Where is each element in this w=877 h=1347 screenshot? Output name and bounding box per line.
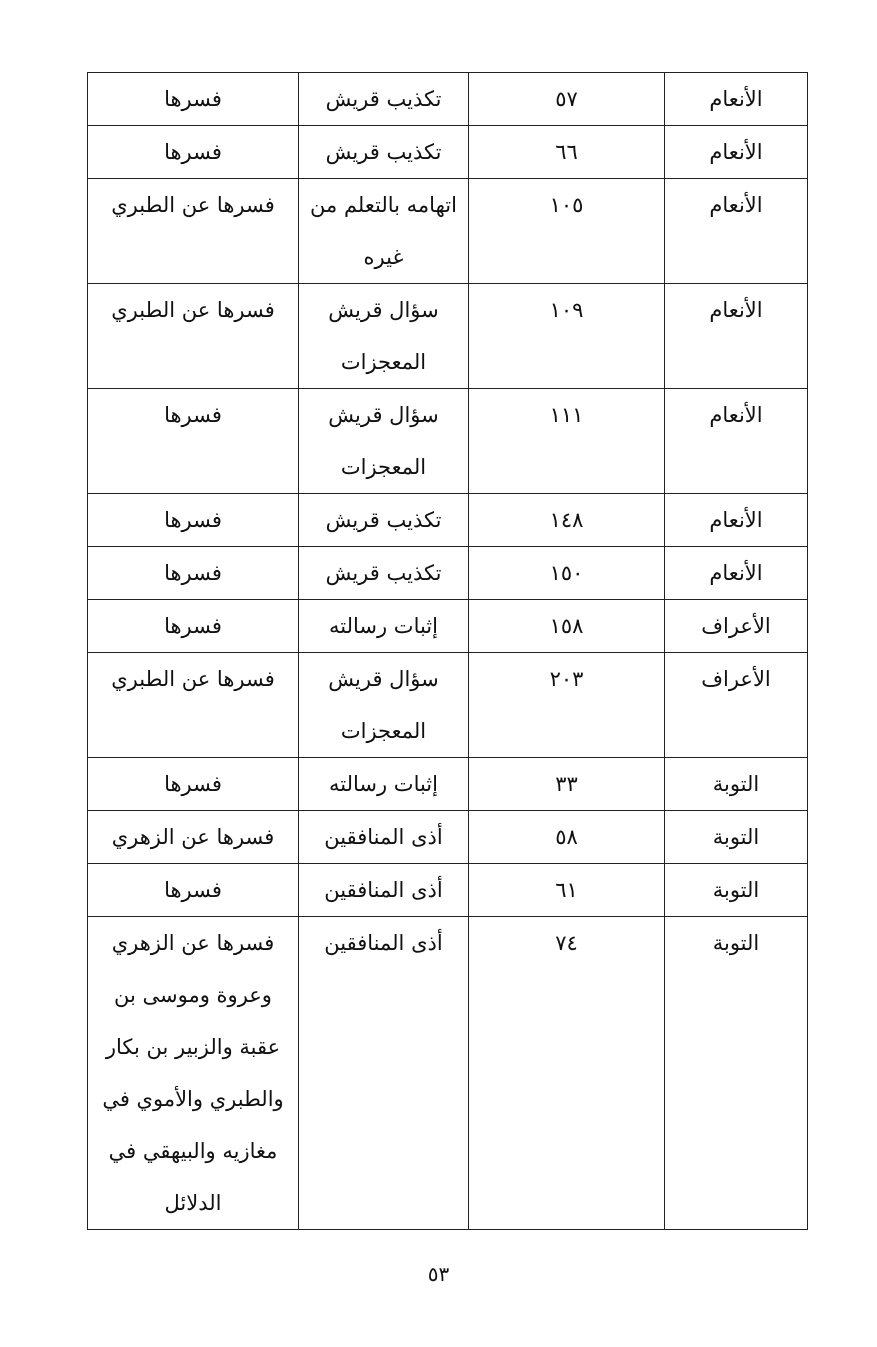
table-row bbox=[88, 547, 808, 600]
topic-cell: تكذيب قريش bbox=[299, 547, 469, 600]
verse-number-cell: ١٥٠ bbox=[469, 547, 665, 600]
surah-cell: الأعراف bbox=[665, 653, 808, 758]
table-row bbox=[88, 758, 808, 811]
topic-cell: سؤال قريش المعجزات bbox=[299, 284, 469, 389]
note-cell: فسرها عن الزهري وعروة وموسى بن عقبة والزبير بن بكار والطبري والأموي في مغازيه والبيهقي في الدلائل bbox=[88, 917, 299, 1230]
surah-cell: التوبة bbox=[665, 864, 808, 917]
topic-cell: سؤال قريش المعجزات bbox=[299, 389, 469, 494]
verse-number-cell: ٦٦ bbox=[469, 126, 665, 179]
note-cell: فسرها عن الطبري bbox=[88, 179, 299, 284]
verses-table-body bbox=[88, 73, 808, 1230]
verse-number-cell: ٣٣ bbox=[469, 758, 665, 811]
topic-cell: سؤال قريش المعجزات bbox=[299, 653, 469, 758]
table-row bbox=[88, 653, 808, 758]
table-row bbox=[88, 811, 808, 864]
surah-cell: الأنعام bbox=[665, 389, 808, 494]
verse-number-cell: ٥٧ bbox=[469, 73, 665, 126]
verse-number-cell: ١١١ bbox=[469, 389, 665, 494]
verse-number-cell: ١٠٥ bbox=[469, 179, 665, 284]
table-row bbox=[88, 917, 808, 1230]
note-cell: فسرها عن الطبري bbox=[88, 653, 299, 758]
topic-cell: اتهامه بالتعلم من غيره bbox=[299, 179, 469, 284]
topic-cell: تكذيب قريش bbox=[299, 494, 469, 547]
surah-cell: الأنعام bbox=[665, 73, 808, 126]
verses-table bbox=[87, 72, 808, 1230]
table-row bbox=[88, 389, 808, 494]
topic-cell: أذى المنافقين bbox=[299, 811, 469, 864]
verse-number-cell: ٧٤ bbox=[469, 917, 665, 1230]
surah-cell: الأنعام bbox=[665, 179, 808, 284]
surah-cell: التوبة bbox=[665, 811, 808, 864]
verse-number-cell: ١٠٩ bbox=[469, 284, 665, 389]
surah-cell: الأنعام bbox=[665, 547, 808, 600]
verse-number-cell: ٦١ bbox=[469, 864, 665, 917]
topic-cell: إثبات رسالته bbox=[299, 600, 469, 653]
verse-number-cell: ٥٨ bbox=[469, 811, 665, 864]
note-cell: فسرها bbox=[88, 758, 299, 811]
surah-cell: التوبة bbox=[665, 758, 808, 811]
table-row bbox=[88, 600, 808, 653]
surah-cell: الأعراف bbox=[665, 600, 808, 653]
note-cell: فسرها bbox=[88, 389, 299, 494]
note-cell: فسرها bbox=[88, 600, 299, 653]
table-row bbox=[88, 73, 808, 126]
topic-cell: إثبات رسالته bbox=[299, 758, 469, 811]
verse-number-cell: ١٥٨ bbox=[469, 600, 665, 653]
table-row bbox=[88, 126, 808, 179]
surah-cell: التوبة bbox=[665, 917, 808, 1230]
note-cell: فسرها bbox=[88, 126, 299, 179]
topic-cell: أذى المنافقين bbox=[299, 864, 469, 917]
note-cell: فسرها عن الزهري bbox=[88, 811, 299, 864]
note-cell: فسرها bbox=[88, 547, 299, 600]
note-cell: فسرها bbox=[88, 864, 299, 917]
table-row bbox=[88, 284, 808, 389]
verse-number-cell: ١٤٨ bbox=[469, 494, 665, 547]
table-row bbox=[88, 179, 808, 284]
surah-cell: الأنعام bbox=[665, 494, 808, 547]
topic-cell: أذى المنافقين bbox=[299, 917, 469, 1230]
table-row bbox=[88, 864, 808, 917]
verse-number-cell: ٢٠٣ bbox=[469, 653, 665, 758]
surah-cell: الأنعام bbox=[665, 126, 808, 179]
page-number: ٥٣ bbox=[427, 1262, 450, 1286]
surah-cell: الأنعام bbox=[665, 284, 808, 389]
note-cell: فسرها عن الطبري bbox=[88, 284, 299, 389]
note-cell: فسرها bbox=[88, 494, 299, 547]
topic-cell: تكذيب قريش bbox=[299, 73, 469, 126]
note-cell: فسرها bbox=[88, 73, 299, 126]
table-row bbox=[88, 494, 808, 547]
topic-cell: تكذيب قريش bbox=[299, 126, 469, 179]
